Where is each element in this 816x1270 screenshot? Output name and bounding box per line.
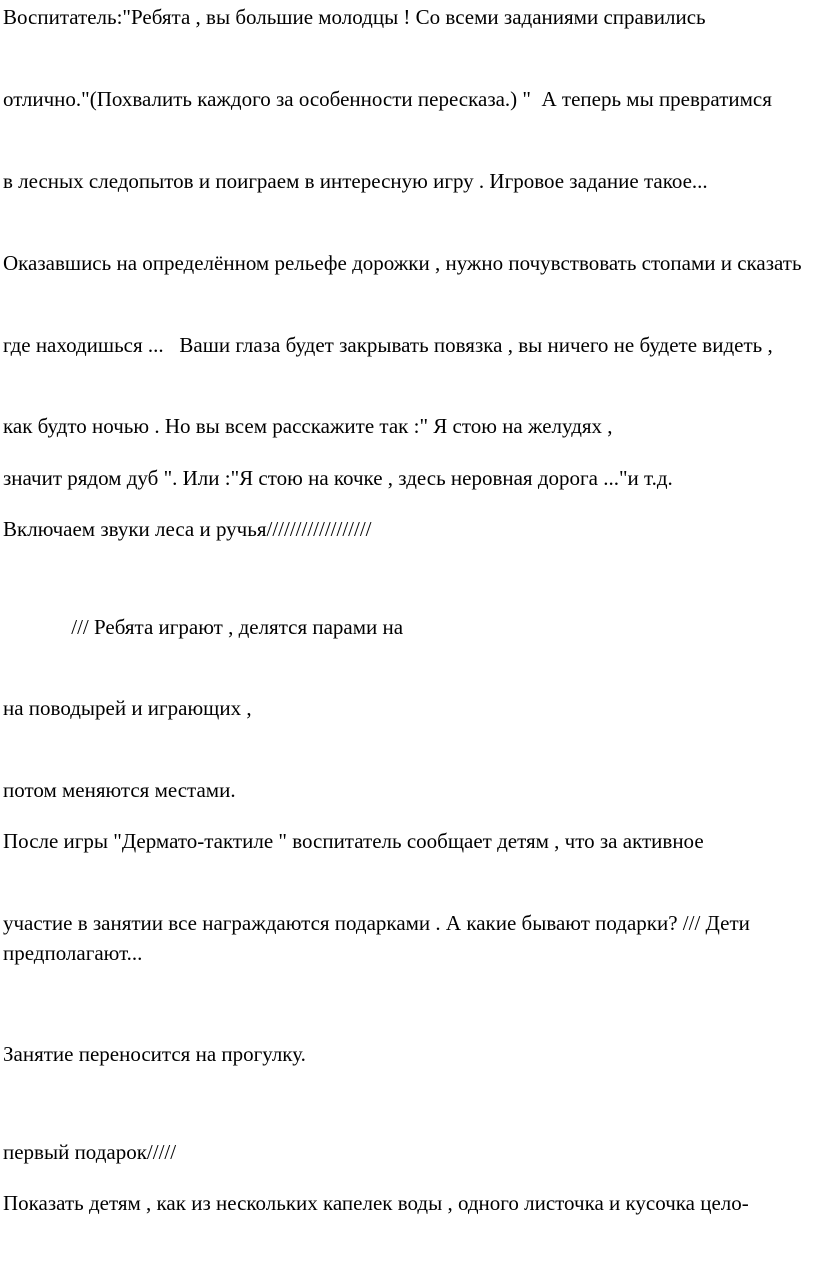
paragraph-14: Занятие переносится на прогулку.	[3, 1042, 306, 1066]
paragraph-10: на поводырей и играющих ,	[3, 696, 252, 720]
paragraph-5: где находишься ... Ваши глаза будет закрывать повязка , вы ничего не будете видеть ,	[3, 333, 773, 357]
paragraph-4: Оказавшись на определённом рельефе дорожки , нужно почувствовать стопами и сказать	[3, 251, 802, 275]
paragraph-1: Воспитатель:"Ребята , вы большие молодцы ! Со всеми заданиями справились	[3, 5, 706, 29]
paragraph-13: участие в занятии все награждаются подарками . А какие бывают подарки? /// Дети предполагают...	[3, 911, 756, 965]
paragraph-6: как будто ночью . Но вы всем расскажите так :" Я стою на желудях ,	[3, 414, 613, 438]
paragraph-12: После игры "Дермато-тактиле " воспитатель сообщает детям , что за активное	[3, 829, 704, 853]
paragraph-16: Показать детям , как из нескольких капелек воды , одного листочка и кусочка цело-	[3, 1191, 749, 1215]
paragraph-2: отлично."(Похвалить каждого за особенности пересказа.) " А теперь мы превратимся	[3, 87, 772, 111]
paragraph-7: значит рядом дуб ". Или :"Я стою на кочке , здесь неровная дорога ..."и т.д.	[3, 466, 673, 490]
paragraph-8: Включаем звуки леса и ручья//////////////////	[3, 517, 372, 541]
paragraph-11: потом меняются местами.	[3, 778, 236, 802]
paragraph-15: первый подарок/////	[3, 1140, 177, 1164]
paragraph-9: /// Ребята играют , делятся парами на	[3, 615, 404, 639]
paragraph-3: в лесных следопытов и поиграем в интересную игру . Игровое задание такое...	[3, 169, 708, 193]
